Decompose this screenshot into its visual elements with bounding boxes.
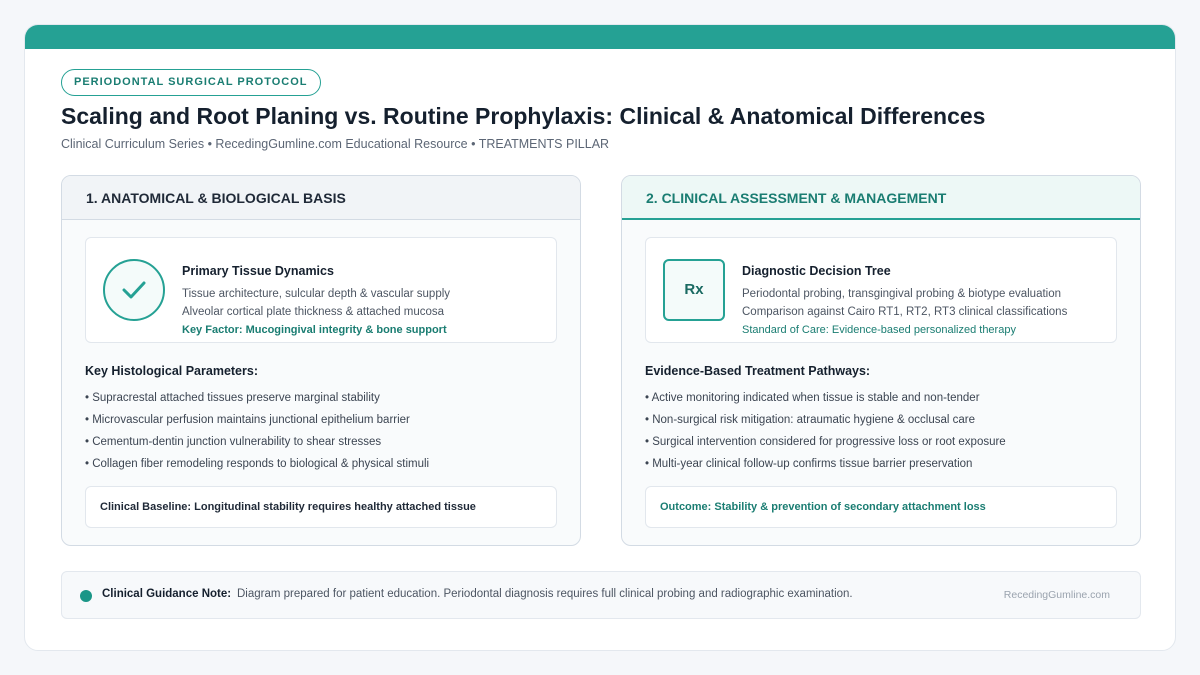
rx-icon: Rx: [663, 259, 725, 321]
page-title: Scaling and Root Planing vs. Routine Prophylaxis: Clinical & Anatomical Differences: [61, 103, 986, 129]
card-title: Diagnostic Decision Tree: [742, 264, 891, 278]
note-text: Diagram prepared for patient education. Periodontal diagnosis requires full clinical probing and radiographic examination.: [237, 588, 853, 600]
list-item: • Microvascular perfusion maintains junctional epithelium barrier: [85, 414, 410, 426]
section-title: Evidence-Based Treatment Pathways:: [645, 364, 871, 378]
list-item: • Non-surgical risk mitigation: atraumatic hygiene & occlusal care: [645, 414, 975, 426]
list-item: • Supracrestal attached tissues preserve marginal stability: [85, 392, 380, 404]
card-line: Tissue architecture, sulcular depth & vascular supply: [182, 288, 451, 300]
panel-heading: 2. CLINICAL ASSESSMENT & MANAGEMENT: [622, 176, 1140, 220]
card-standard-of-care: Standard of Care: Evidence-based personalized therapy: [742, 324, 1016, 336]
bullet-list: [645, 387, 1006, 475]
tissue-dynamics-card: [85, 237, 557, 343]
note-label: Clinical Guidance Note:: [102, 588, 232, 600]
anatomical-basis-panel: [61, 175, 581, 546]
outcome-box: Outcome: Stability & prevention of secondary attachment loss: [645, 486, 1117, 528]
panel-heading: 1. ANATOMICAL & BIOLOGICAL BASIS: [62, 176, 580, 220]
decision-tree-card: [645, 237, 1117, 343]
status-dot-icon: [80, 590, 92, 602]
section-title: Key Histological Parameters:: [85, 364, 258, 378]
diagram-card: [24, 24, 1176, 651]
list-item: • Cementum-dentin junction vulnerability to shear stresses: [85, 436, 382, 448]
card-title: Primary Tissue Dynamics: [182, 264, 334, 278]
brand-watermark: RecedingGumline.com: [1003, 589, 1110, 601]
list-item: • Active monitoring indicated when tissue is stable and non-tender: [645, 392, 980, 404]
card-line: Periodontal probing, transgingival probing & biotype evaluation: [742, 288, 1062, 300]
bullet-list: [85, 387, 429, 475]
protocol-badge: PERIODONTAL SURGICAL PROTOCOL: [61, 69, 321, 96]
clinical-assessment-panel: [621, 175, 1141, 546]
clinical-guidance-note: [61, 571, 1141, 619]
list-item: • Collagen fiber remodeling responds to biological & physical stimuli: [85, 458, 430, 470]
checkmark-icon: [103, 259, 165, 321]
card-key-factor: Key Factor: Mucogingival integrity & bone support: [182, 324, 447, 336]
list-item: • Multi-year clinical follow-up confirms tissue barrier preservation: [645, 458, 973, 470]
page-subtitle: Clinical Curriculum Series • RecedingGumline.com Educational Resource • TREATMENTS PILLAR: [61, 137, 610, 151]
card-line: Alveolar cortical plate thickness & attached mucosa: [182, 306, 445, 318]
card-line: Comparison against Cairo RT1, RT2, RT3 clinical classifications: [742, 306, 1068, 318]
clinical-baseline-box: Clinical Baseline: Longitudinal stability requires healthy attached tissue: [85, 486, 557, 528]
accent-top-bar: [25, 25, 1175, 49]
list-item: • Surgical intervention considered for progressive loss or root exposure: [645, 436, 1006, 448]
